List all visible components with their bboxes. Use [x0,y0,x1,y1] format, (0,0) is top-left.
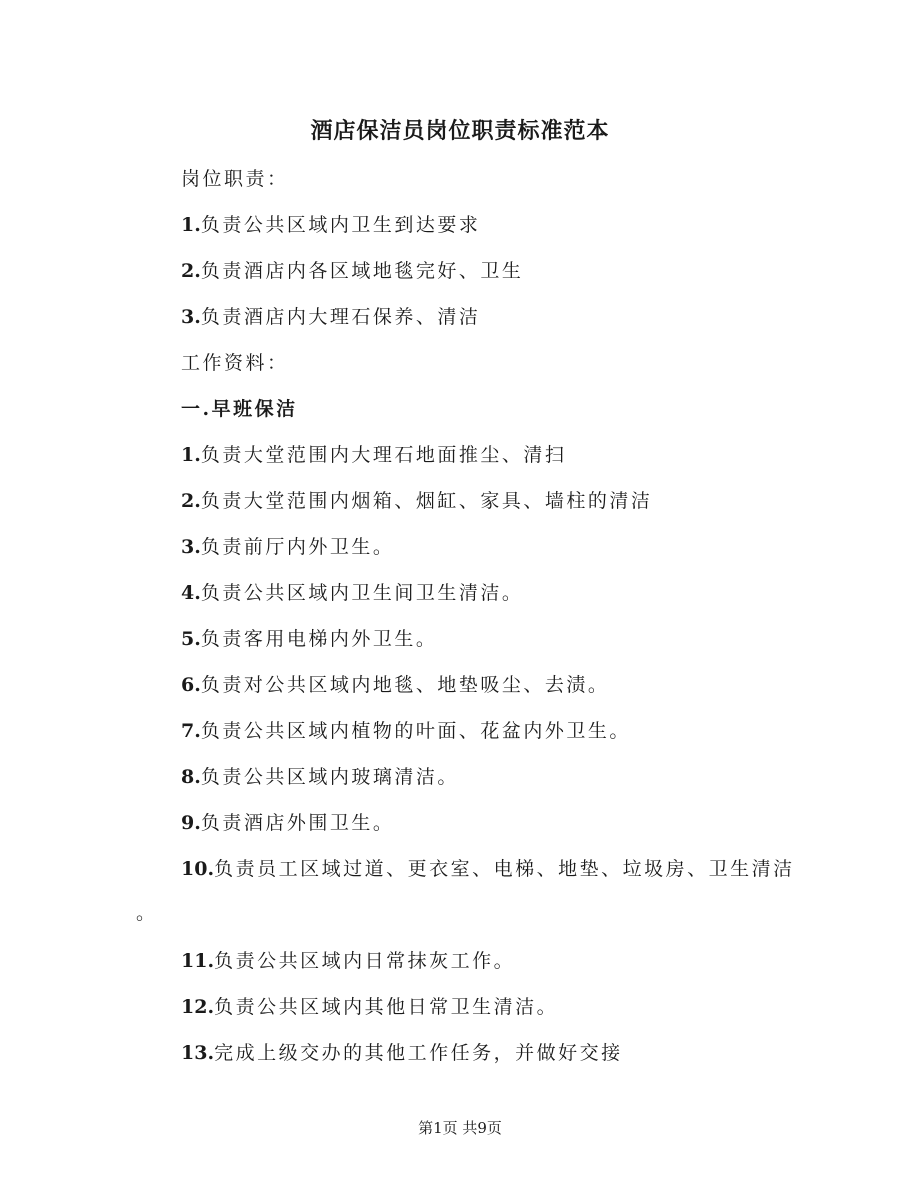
item-number: 10. [181,858,215,880]
line-text: 负责酒店外围卫生。 [200,812,395,834]
work-item-13 [181,1040,623,1066]
work-item-6 [181,672,609,698]
line-text: 负责大堂范围内烟箱、烟缸、家具、墙柱的清洁 [200,490,653,512]
line-text: 负责酒店内各区域地毯完好、卫生 [200,260,524,282]
work-item-5 [181,626,437,652]
line-text: 负责公共区域内卫生到达要求 [200,214,481,236]
item-number: 2. [181,260,201,282]
duty-item-3 [181,304,480,330]
duty-item-2 [181,258,523,284]
line-text: 负责酒店内大理石保养、清洁 [200,306,481,328]
line-text: 负责员工区域过道、更衣室、电梯、地垫、垃圾房、卫生清洁 [214,858,795,880]
line-text: 负责对公共区域内地毯、地垫吸尘、去渍。 [200,674,610,696]
item-number: 3. [181,536,201,558]
section-heading-work [181,350,289,376]
work-item-7 [181,718,631,744]
work-item-4 [181,580,523,606]
section-heading-duties [181,166,289,192]
item-number: 12. [181,996,215,1018]
line-text: 工作资料： [181,352,289,374]
item-number: 2. [181,490,201,512]
work-item-8 [181,764,459,790]
line-text: 负责公共区域内玻璃清洁。 [200,766,459,788]
document-title: 酒店保洁员岗位职责标准范本 [310,118,610,144]
line-text: 负责大堂范围内大理石地面推尘、清扫 [200,444,567,466]
line-text: 负责客用电梯内外卫生。 [200,628,438,650]
work-item-9 [181,810,394,836]
subsection-heading-morning [181,396,298,422]
item-number: 1. [181,214,201,236]
item-number: 4. [181,582,201,604]
work-item-2 [181,488,652,514]
work-item-1 [181,442,566,468]
line-text: 负责公共区域内日常抹灰工作。 [214,950,516,972]
work-item-12 [181,994,558,1020]
item-number: 7. [181,720,201,742]
item-number: 8. [181,766,201,788]
line-text: 岗位职责： [181,168,289,190]
item-number: 3. [181,306,201,328]
item-number: 9. [181,812,201,834]
line-text: 负责公共区域内植物的叶面、花盆内外卫生。 [200,720,631,742]
line-text: 负责前厅内外卫生。 [200,536,395,558]
line-text: 一.早班保洁 [181,398,298,420]
line-text: 负责公共区域内其他日常卫生清洁。 [214,996,559,1018]
item-number: 13. [181,1042,215,1064]
line-text: 完成上级交办的其他工作任务，并做好交接 [214,1042,623,1064]
work-item-3 [181,534,394,560]
work-item-10-wrap: 。 [136,902,156,924]
duty-item-1 [181,212,480,238]
item-number: 6. [181,674,201,696]
work-item-11 [181,948,515,974]
item-number: 1. [181,444,201,466]
work-item-10 [181,856,795,882]
page-footer: 第1页 共9页 [418,1119,502,1137]
item-number: 11. [181,950,215,972]
line-text: 负责公共区域内卫生间卫生清洁。 [200,582,524,604]
item-number: 5. [181,628,201,650]
